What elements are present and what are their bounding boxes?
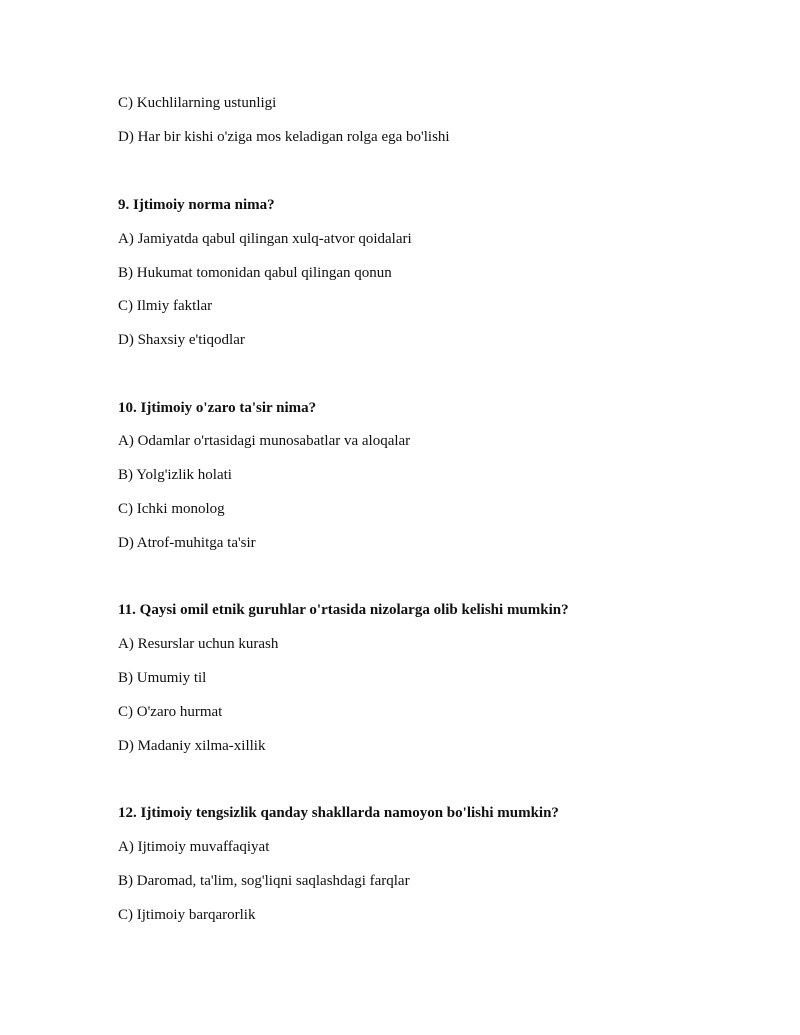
question-10: 10. Ijtimoiy o'zaro ta'sir nima? [118, 400, 317, 416]
question-12: 12. Ijtimoiy tengsizlik qanday shakllarda namoyon bo'lishi mumkin? [118, 805, 559, 821]
question-11-option-d: D) Madaniy xilma-xillik [118, 738, 266, 754]
question-9-option-b: B) Hukumat tomonidan qabul qilingan qonun [118, 265, 392, 281]
option-d-prev: D) Har bir kishi o'ziga mos keladigan rolga ega bo'lishi [118, 129, 450, 145]
question-11: 11. Qaysi omil etnik guruhlar o'rtasida nizolarga olib kelishi mumkin? [118, 602, 569, 618]
question-11-option-b: B) Umumiy til [118, 670, 207, 686]
question-9: 9. Ijtimoiy norma nima? [118, 197, 275, 213]
question-11-option-c: C) O'zaro hurmat [118, 704, 223, 720]
question-11-option-a: A) Resurslar uchun kurash [118, 636, 279, 652]
option-c-prev: C) Kuchlilarning ustunligi [118, 95, 277, 111]
question-10-option-a: A) Odamlar o'rtasidagi munosabatlar va aloqalar [118, 433, 411, 449]
question-12-option-b: B) Daromad, ta'lim, sog'liqni saqlashdagi farqlar [118, 873, 410, 889]
question-9-option-c: C) Ilmiy faktlar [118, 298, 213, 314]
question-12-option-c: C) Ijtimoiy barqarorlik [118, 907, 256, 923]
question-10-option-c: C) Ichki monolog [118, 501, 225, 517]
question-9-option-d: D) Shaxsiy e'tiqodlar [118, 332, 245, 348]
question-10-option-b: B) Yolg'izlik holati [118, 467, 232, 483]
question-12-option-a: A) Ijtimoiy muvaffaqiyat [118, 839, 270, 855]
question-10-option-d: D) Atrof-muhitga ta'sir [118, 535, 256, 551]
question-9-option-a: A) Jamiyatda qabul qilingan xulq-atvor qoidalari [118, 231, 412, 247]
